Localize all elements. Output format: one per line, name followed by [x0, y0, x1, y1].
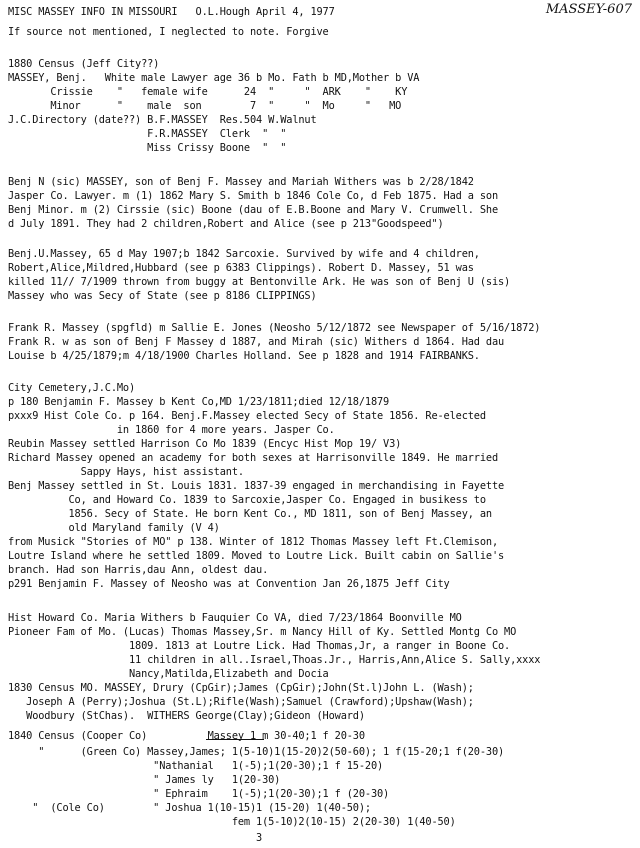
paragraph-line: Hist Howard Co. Maria Withers b Fauquier Co VA, died 7/23/1864 Boonville MO	[8, 612, 462, 624]
paragraph-line: Co, and Howard Co. 1839 to Sarcoxie,Jasper Co. Engaged in busikess to	[8, 494, 486, 506]
paragraph-line: 11 children in all..Israel,Thoas.Jr., Harris,Ann,Alice S. Sally,xxxx	[8, 654, 541, 666]
paragraph-line: in 1860 for 4 more years. Jasper Co.	[8, 424, 335, 436]
paragraph-line: Richard Massey opened an academy for both sexes at Harrisonville 1849. He married	[8, 452, 498, 464]
paragraph-line: Benj.U.Massey, 65 d May 1907;b 1842 Sarcoxie. Survived by wife and 4 children,	[8, 248, 480, 260]
census-1880-line: Crissie " female wife 24 " " ARK " KY	[8, 86, 408, 98]
paragraph-line: 1856. Secy of State. He born Kent Co., MD 1811, son of Benj Massey, an	[8, 508, 492, 520]
paragraph-line: 1830 Census MO. MASSEY, Drury (CpGir);James (CpGir);John(St.l)John L. (Wash);	[8, 682, 474, 694]
paragraph-line: pxxx9 Hist Cole Co. p 164. Benj.F.Massey elected Secy of State 1856. Re-elected	[8, 410, 486, 422]
paragraph-line: City Cemetery,J.C.Mo)	[8, 382, 136, 394]
blank-underline	[206, 739, 264, 740]
paragraph-line: old Maryland family (V 4)	[8, 522, 220, 534]
paragraph-line: Massey who was Secy of State (see p 8186 CLIPPINGS)	[8, 290, 317, 302]
paragraph-line: Frank R. Massey (spgfld) m Sallie E. Jones (Neosho 5/12/1872 see Newspaper of 5/16/1872)	[8, 322, 541, 334]
paragraph-line: Benj N (sic) MASSEY, son of Benj F. Massey and Mariah Withers was b 2/28/1842	[8, 176, 474, 188]
census-1880-line: Minor " male son 7 " " Mo " MO	[8, 100, 402, 112]
paragraph-line: Loutre Island where he settled 1809. Moved to Loutre Lick. Built cabin on Sallie's	[8, 550, 505, 562]
paragraph-line: p 180 Benjamin F. Massey b Kent Co,MD 1/23/1811;died 12/18/1879	[8, 396, 390, 408]
paragraph-line: 1809. 1813 at Loutre Lick. Had Thomas,Jr, a ranger in Boone Co.	[8, 640, 511, 652]
paragraph-line: Reubin Massey settled Harrison Co Mo 1839 (Encyc Hist Mop 19/ V3)	[8, 438, 402, 450]
paragraph-line: Benj Massey settled in St. Louis 1831. 1837-39 engaged in merchandising in Fayette	[8, 480, 505, 492]
paragraph-line: " James ly 1(20-30)	[8, 774, 281, 786]
paragraph-line: Pioneer Fam of Mo. (Lucas) Thomas Massey,Sr. m Nancy Hill of Ky. Settled Montg Co MO	[8, 626, 517, 638]
census-1880-line: 1880 Census (Jeff City??)	[8, 58, 160, 70]
paragraph-line: Joseph A (Perry);Joshua (St.L);Rifle(Wash);Samuel (Crawford);Upshaw(Wash);	[8, 696, 474, 708]
paragraph-line: Nancy,Matilda,Elizabeth and Docia	[8, 668, 329, 680]
census-1880-line: F.R.MASSEY Clerk " "	[8, 128, 287, 140]
census-1880-line: MASSEY, Benj. White male Lawyer age 36 b Mo. Fath b MD,Mother b VA	[8, 72, 420, 84]
paragraph-line: Robert,Alice,Mildred,Hubbard (see p 6383 Clippings). Robert D. Massey, 51 was	[8, 262, 474, 274]
paragraph-line: Louise b 4/25/1879;m 4/18/1900 Charles Holland. See p 1828 and 1914 FAIRBANKS.	[8, 350, 480, 362]
paragraph-line: Sappy Hays, hist assistant.	[8, 466, 244, 478]
paragraph-line: Jasper Co. Lawyer. m (1) 1862 Mary S. Smith b 1846 Cole Co, d Feb 1875. Had a son	[8, 190, 498, 202]
census-1880-line: J.C.Directory (date??) B.F.MASSEY Res.504 W.Walnut	[8, 114, 317, 126]
paragraph-line: " (Cole Co) " Joshua 1(10-15)1 (15-20) 1(40-50);	[8, 802, 371, 814]
paragraph-line: Benj Minor. m (2) Cirssie (sic) Boone (dau of E.B.Boone and Mary V. Crumwell. She	[8, 204, 498, 216]
source-note: If source not mentioned, I neglected to note. Forgive	[8, 26, 329, 38]
paragraph-line: "Nathanial 1(-5);1(20-30);1 f 15-20)	[8, 760, 384, 772]
paragraph-line: " Ephraim 1(-5);1(20-30);1 f (20-30)	[8, 788, 390, 800]
paragraph-line: d July 1891. They had 2 children,Robert and Alice (see p 213"Goodspeed")	[8, 218, 444, 230]
paragraph-line: fem 1(5-10)2(10-15) 2(20-30) 1(40-50)	[8, 816, 456, 828]
paragraph-line: Frank R. w as son of Benj F Massey d 1887, and Mirah (sic) Withers d 1864. Had dau	[8, 336, 505, 348]
document-title: MISC MASSEY INFO IN MISSOURI O.L.Hough April 4, 1977	[8, 6, 335, 18]
paragraph-line: " (Green Co) Massey,James; 1(5-10)1(15-20)2(50-60); 1 f(15-20;1 f(20-30)	[8, 746, 505, 758]
paragraph-line: branch. Had son Harris,dau Ann, oldest dau.	[8, 564, 269, 576]
paragraph-line: p291 Benjamin F. Massey of Neosho was at Convention Jan 26,1875 Jeff City	[8, 578, 450, 590]
paragraph-line: from Musick "Stories of MO" p 138. Winter of 1812 Thomas Massey left Ft.Clemison,	[8, 536, 498, 548]
page-number: 3	[256, 832, 263, 844]
census-1880-line: Miss Crissy Boone " "	[8, 142, 287, 154]
paragraph-line: Woodbury (StChas). WITHERS George(Clay);Gideon (Howard)	[8, 710, 365, 722]
paragraph-line: 1840 Census (Cooper Co) Massey 1 m 30-40;1 f 20-30	[8, 730, 365, 742]
paragraph-line: killed 11// 7/1909 thrown from buggy at Bentonville Ark. He was son of Benj U (sis)	[8, 276, 511, 288]
handwritten-tag: MASSEY-607	[545, 2, 632, 17]
